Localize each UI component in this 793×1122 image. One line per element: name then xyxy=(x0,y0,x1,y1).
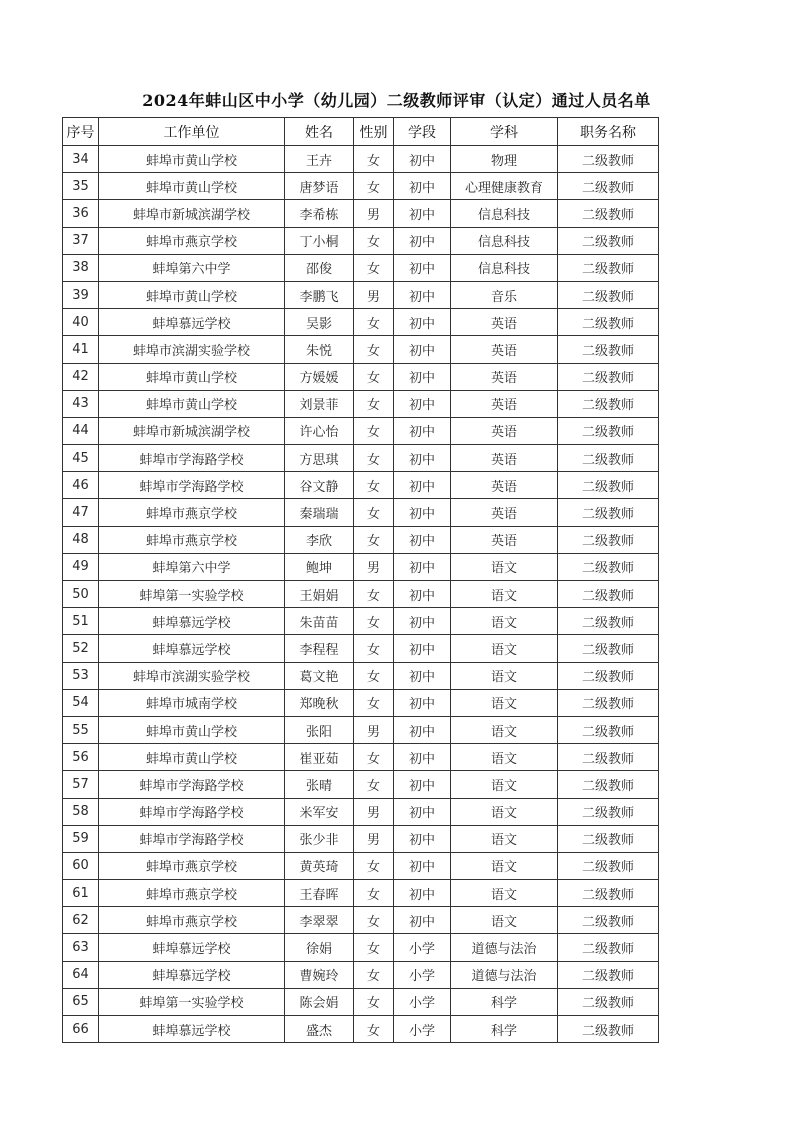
cell-stage: 初中 xyxy=(394,254,451,281)
cell-name: 张晴 xyxy=(285,771,354,798)
table-row xyxy=(63,825,659,852)
cell-subject: 语文 xyxy=(451,825,558,852)
cell-unit: 蚌埠市学海路学校 xyxy=(99,445,285,472)
cell-name: 刘景菲 xyxy=(285,390,354,417)
cell-unit: 蚌埠市学海路学校 xyxy=(99,771,285,798)
cell-position: 二级教师 xyxy=(558,363,659,390)
cell-serial: 57 xyxy=(63,771,99,798)
cell-serial: 44 xyxy=(63,417,99,444)
cell-unit: 蚌埠市燕京学校 xyxy=(99,880,285,907)
cell-gender: 女 xyxy=(354,1016,394,1043)
cell-name: 丁小桐 xyxy=(285,227,354,254)
table-row xyxy=(63,526,659,553)
cell-name: 邵俊 xyxy=(285,254,354,281)
table-row xyxy=(63,961,659,988)
cell-stage: 初中 xyxy=(394,907,451,934)
header-gender: 性别 xyxy=(354,118,394,146)
cell-subject: 语文 xyxy=(451,880,558,907)
cell-stage: 初中 xyxy=(394,581,451,608)
cell-unit: 蚌埠市燕京学校 xyxy=(99,526,285,553)
cell-name: 鲍坤 xyxy=(285,553,354,580)
cell-unit: 蚌埠第六中学 xyxy=(99,553,285,580)
cell-gender: 男 xyxy=(354,825,394,852)
cell-gender: 女 xyxy=(354,472,394,499)
cell-serial: 45 xyxy=(63,445,99,472)
cell-position: 二级教师 xyxy=(558,581,659,608)
cell-position: 二级教师 xyxy=(558,771,659,798)
cell-serial: 59 xyxy=(63,825,99,852)
cell-serial: 49 xyxy=(63,553,99,580)
cell-gender: 女 xyxy=(354,173,394,200)
cell-position: 二级教师 xyxy=(558,662,659,689)
cell-unit: 蚌埠第一实验学校 xyxy=(99,581,285,608)
cell-position: 二级教师 xyxy=(558,417,659,444)
cell-name: 朱苗苗 xyxy=(285,608,354,635)
table-row xyxy=(63,227,659,254)
cell-stage: 初中 xyxy=(394,445,451,472)
cell-serial: 62 xyxy=(63,907,99,934)
cell-serial: 66 xyxy=(63,1016,99,1043)
cell-subject: 英语 xyxy=(451,526,558,553)
cell-serial: 36 xyxy=(63,200,99,227)
cell-unit: 蚌埠市学海路学校 xyxy=(99,825,285,852)
cell-gender: 女 xyxy=(354,581,394,608)
cell-name: 米军安 xyxy=(285,798,354,825)
cell-unit: 蚌埠慕远学校 xyxy=(99,635,285,662)
cell-name: 许心怡 xyxy=(285,417,354,444)
cell-subject: 英语 xyxy=(451,336,558,363)
cell-stage: 初中 xyxy=(394,716,451,743)
cell-subject: 语文 xyxy=(451,907,558,934)
cell-name: 李鹏飞 xyxy=(285,281,354,308)
cell-subject: 心理健康教育 xyxy=(451,173,558,200)
page-title: 2024年蚌山区中小学（幼儿园）二级教师评审（认定）通过人员名单 xyxy=(142,91,651,110)
table-row xyxy=(63,553,659,580)
cell-stage: 初中 xyxy=(394,363,451,390)
cell-unit: 蚌埠第六中学 xyxy=(99,254,285,281)
cell-gender: 女 xyxy=(354,445,394,472)
cell-stage: 初中 xyxy=(394,553,451,580)
table-row xyxy=(63,662,659,689)
cell-stage: 初中 xyxy=(394,200,451,227)
cell-position: 二级教师 xyxy=(558,961,659,988)
cell-stage: 初中 xyxy=(394,662,451,689)
cell-subject: 道德与法治 xyxy=(451,934,558,961)
table-row xyxy=(63,499,659,526)
cell-unit: 蚌埠市黄山学校 xyxy=(99,390,285,417)
cell-unit: 蚌埠市城南学校 xyxy=(99,689,285,716)
cell-position: 二级教师 xyxy=(558,254,659,281)
cell-serial: 47 xyxy=(63,499,99,526)
cell-stage: 初中 xyxy=(394,852,451,879)
cell-unit: 蚌埠市黄山学校 xyxy=(99,146,285,173)
cell-name: 崔亚茹 xyxy=(285,744,354,771)
cell-name: 李欣 xyxy=(285,526,354,553)
cell-subject: 语文 xyxy=(451,689,558,716)
cell-subject: 语文 xyxy=(451,716,558,743)
cell-unit: 蚌埠市黄山学校 xyxy=(99,744,285,771)
cell-name: 李希栋 xyxy=(285,200,354,227)
cell-name: 盛杰 xyxy=(285,1016,354,1043)
cell-unit: 蚌埠慕远学校 xyxy=(99,961,285,988)
cell-unit: 蚌埠市新城滨湖学校 xyxy=(99,200,285,227)
header-row xyxy=(63,118,659,146)
cell-gender: 女 xyxy=(354,744,394,771)
cell-subject: 信息科技 xyxy=(451,200,558,227)
cell-subject: 道德与法治 xyxy=(451,961,558,988)
cell-gender: 女 xyxy=(354,907,394,934)
table-row xyxy=(63,146,659,173)
cell-stage: 初中 xyxy=(394,336,451,363)
cell-gender: 女 xyxy=(354,662,394,689)
cell-unit: 蚌埠市黄山学校 xyxy=(99,173,285,200)
table-row xyxy=(63,689,659,716)
cell-name: 张少非 xyxy=(285,825,354,852)
cell-unit: 蚌埠市学海路学校 xyxy=(99,798,285,825)
cell-unit: 蚌埠市滨湖实验学校 xyxy=(99,662,285,689)
cell-gender: 女 xyxy=(354,227,394,254)
cell-subject: 音乐 xyxy=(451,281,558,308)
cell-name: 曹婉玲 xyxy=(285,961,354,988)
cell-serial: 61 xyxy=(63,880,99,907)
cell-name: 谷文静 xyxy=(285,472,354,499)
cell-position: 二级教师 xyxy=(558,281,659,308)
cell-position: 二级教师 xyxy=(558,146,659,173)
cell-gender: 男 xyxy=(354,553,394,580)
cell-position: 二级教师 xyxy=(558,880,659,907)
header-unit: 工作单位 xyxy=(99,118,285,146)
cell-serial: 53 xyxy=(63,662,99,689)
cell-serial: 46 xyxy=(63,472,99,499)
cell-serial: 34 xyxy=(63,146,99,173)
cell-unit: 蚌埠市燕京学校 xyxy=(99,907,285,934)
cell-subject: 语文 xyxy=(451,553,558,580)
cell-stage: 小学 xyxy=(394,961,451,988)
cell-unit: 蚌埠市黄山学校 xyxy=(99,716,285,743)
cell-unit: 蚌埠市学海路学校 xyxy=(99,472,285,499)
cell-stage: 初中 xyxy=(394,825,451,852)
cell-subject: 英语 xyxy=(451,390,558,417)
table-row xyxy=(63,173,659,200)
header-stage: 学段 xyxy=(394,118,451,146)
cell-unit: 蚌埠市新城滨湖学校 xyxy=(99,417,285,444)
table-row xyxy=(63,934,659,961)
cell-subject: 英语 xyxy=(451,472,558,499)
cell-subject: 科学 xyxy=(451,1016,558,1043)
cell-subject: 语文 xyxy=(451,581,558,608)
cell-gender: 男 xyxy=(354,716,394,743)
cell-stage: 初中 xyxy=(394,309,451,336)
header-serial: 序号 xyxy=(63,118,99,146)
cell-unit: 蚌埠市黄山学校 xyxy=(99,281,285,308)
cell-stage: 初中 xyxy=(394,472,451,499)
cell-unit: 蚌埠慕远学校 xyxy=(99,608,285,635)
cell-position: 二级教师 xyxy=(558,445,659,472)
cell-position: 二级教师 xyxy=(558,553,659,580)
cell-gender: 女 xyxy=(354,336,394,363)
cell-serial: 43 xyxy=(63,390,99,417)
cell-gender: 女 xyxy=(354,309,394,336)
cell-position: 二级教师 xyxy=(558,1016,659,1043)
cell-gender: 女 xyxy=(354,146,394,173)
cell-serial: 35 xyxy=(63,173,99,200)
cell-name: 葛文艳 xyxy=(285,662,354,689)
table-row xyxy=(63,472,659,499)
cell-gender: 女 xyxy=(354,526,394,553)
cell-subject: 英语 xyxy=(451,309,558,336)
cell-serial: 58 xyxy=(63,798,99,825)
table-row xyxy=(63,254,659,281)
cell-subject: 信息科技 xyxy=(451,227,558,254)
cell-unit: 蚌埠市燕京学校 xyxy=(99,852,285,879)
table-row xyxy=(63,852,659,879)
cell-name: 张阳 xyxy=(285,716,354,743)
cell-stage: 小学 xyxy=(394,934,451,961)
cell-gender: 男 xyxy=(354,798,394,825)
table-row xyxy=(63,336,659,363)
cell-stage: 初中 xyxy=(394,771,451,798)
table-row xyxy=(63,635,659,662)
cell-position: 二级教师 xyxy=(558,526,659,553)
cell-subject: 语文 xyxy=(451,771,558,798)
cell-name: 王娟娟 xyxy=(285,581,354,608)
cell-name: 方媛媛 xyxy=(285,363,354,390)
cell-subject: 语文 xyxy=(451,662,558,689)
header-name: 姓名 xyxy=(285,118,354,146)
cell-subject: 英语 xyxy=(451,445,558,472)
cell-subject: 语文 xyxy=(451,852,558,879)
cell-subject: 英语 xyxy=(451,417,558,444)
table-row xyxy=(63,309,659,336)
cell-name: 陈会娟 xyxy=(285,988,354,1015)
cell-unit: 蚌埠慕远学校 xyxy=(99,309,285,336)
cell-serial: 37 xyxy=(63,227,99,254)
cell-position: 二级教师 xyxy=(558,825,659,852)
cell-stage: 初中 xyxy=(394,689,451,716)
cell-stage: 初中 xyxy=(394,281,451,308)
cell-unit: 蚌埠慕远学校 xyxy=(99,1016,285,1043)
cell-stage: 初中 xyxy=(394,880,451,907)
table-row xyxy=(63,581,659,608)
cell-name: 黄英琦 xyxy=(285,852,354,879)
cell-serial: 63 xyxy=(63,934,99,961)
table-row xyxy=(63,716,659,743)
cell-gender: 女 xyxy=(354,934,394,961)
table-row xyxy=(63,798,659,825)
cell-gender: 女 xyxy=(354,608,394,635)
table-row xyxy=(63,744,659,771)
cell-gender: 女 xyxy=(354,880,394,907)
cell-subject: 信息科技 xyxy=(451,254,558,281)
cell-unit: 蚌埠市滨湖实验学校 xyxy=(99,336,285,363)
cell-unit: 蚌埠市燕京学校 xyxy=(99,499,285,526)
cell-gender: 女 xyxy=(354,961,394,988)
table-row xyxy=(63,200,659,227)
cell-name: 李翠翠 xyxy=(285,907,354,934)
header-position: 职务名称 xyxy=(558,118,659,146)
header-subject: 学科 xyxy=(451,118,558,146)
cell-position: 二级教师 xyxy=(558,716,659,743)
cell-serial: 60 xyxy=(63,852,99,879)
cell-gender: 女 xyxy=(354,988,394,1015)
table-body xyxy=(63,146,659,1043)
cell-position: 二级教师 xyxy=(558,934,659,961)
cell-name: 王卉 xyxy=(285,146,354,173)
cell-name: 方思琪 xyxy=(285,445,354,472)
cell-gender: 女 xyxy=(354,390,394,417)
cell-gender: 女 xyxy=(354,499,394,526)
cell-name: 朱悦 xyxy=(285,336,354,363)
cell-stage: 初中 xyxy=(394,744,451,771)
cell-name: 郑晚秋 xyxy=(285,689,354,716)
cell-stage: 小学 xyxy=(394,988,451,1015)
cell-unit: 蚌埠市燕京学校 xyxy=(99,227,285,254)
cell-serial: 50 xyxy=(63,581,99,608)
cell-serial: 56 xyxy=(63,744,99,771)
cell-unit: 蚌埠第一实验学校 xyxy=(99,988,285,1015)
cell-position: 二级教师 xyxy=(558,173,659,200)
cell-serial: 64 xyxy=(63,961,99,988)
cell-position: 二级教师 xyxy=(558,499,659,526)
table-row xyxy=(63,390,659,417)
table-row xyxy=(63,445,659,472)
cell-position: 二级教师 xyxy=(558,852,659,879)
cell-serial: 39 xyxy=(63,281,99,308)
cell-position: 二级教师 xyxy=(558,200,659,227)
cell-subject: 语文 xyxy=(451,798,558,825)
cell-stage: 初中 xyxy=(394,635,451,662)
cell-serial: 38 xyxy=(63,254,99,281)
cell-gender: 女 xyxy=(354,689,394,716)
roster-table xyxy=(62,117,659,1043)
cell-subject: 英语 xyxy=(451,499,558,526)
cell-gender: 女 xyxy=(354,254,394,281)
cell-position: 二级教师 xyxy=(558,744,659,771)
cell-serial: 55 xyxy=(63,716,99,743)
cell-serial: 65 xyxy=(63,988,99,1015)
cell-stage: 初中 xyxy=(394,417,451,444)
cell-gender: 男 xyxy=(354,200,394,227)
cell-name: 李程程 xyxy=(285,635,354,662)
cell-position: 二级教师 xyxy=(558,472,659,499)
cell-stage: 初中 xyxy=(394,499,451,526)
cell-serial: 48 xyxy=(63,526,99,553)
cell-serial: 54 xyxy=(63,689,99,716)
cell-position: 二级教师 xyxy=(558,309,659,336)
cell-gender: 女 xyxy=(354,771,394,798)
cell-position: 二级教师 xyxy=(558,689,659,716)
table-row xyxy=(63,880,659,907)
cell-serial: 52 xyxy=(63,635,99,662)
cell-position: 二级教师 xyxy=(558,608,659,635)
cell-stage: 初中 xyxy=(394,173,451,200)
cell-subject: 语文 xyxy=(451,608,558,635)
cell-position: 二级教师 xyxy=(558,798,659,825)
cell-position: 二级教师 xyxy=(558,336,659,363)
cell-gender: 男 xyxy=(354,281,394,308)
cell-serial: 40 xyxy=(63,309,99,336)
cell-serial: 42 xyxy=(63,363,99,390)
cell-subject: 物理 xyxy=(451,146,558,173)
cell-gender: 女 xyxy=(354,417,394,444)
cell-stage: 初中 xyxy=(394,526,451,553)
cell-subject: 科学 xyxy=(451,988,558,1015)
cell-name: 秦瑞瑞 xyxy=(285,499,354,526)
cell-stage: 初中 xyxy=(394,608,451,635)
cell-gender: 女 xyxy=(354,635,394,662)
cell-serial: 41 xyxy=(63,336,99,363)
table-header xyxy=(63,118,659,146)
table-row xyxy=(63,907,659,934)
cell-subject: 语文 xyxy=(451,635,558,662)
cell-stage: 初中 xyxy=(394,798,451,825)
table-row xyxy=(63,608,659,635)
cell-stage: 小学 xyxy=(394,1016,451,1043)
cell-position: 二级教师 xyxy=(558,635,659,662)
table-row xyxy=(63,363,659,390)
cell-unit: 蚌埠慕远学校 xyxy=(99,934,285,961)
table-row xyxy=(63,281,659,308)
table-row xyxy=(63,771,659,798)
table-row xyxy=(63,1016,659,1043)
cell-name: 吴影 xyxy=(285,309,354,336)
cell-gender: 女 xyxy=(354,852,394,879)
cell-gender: 女 xyxy=(354,363,394,390)
cell-position: 二级教师 xyxy=(558,227,659,254)
cell-subject: 语文 xyxy=(451,744,558,771)
cell-subject: 英语 xyxy=(451,363,558,390)
cell-stage: 初中 xyxy=(394,146,451,173)
cell-stage: 初中 xyxy=(394,390,451,417)
cell-name: 唐梦语 xyxy=(285,173,354,200)
cell-stage: 初中 xyxy=(394,227,451,254)
cell-position: 二级教师 xyxy=(558,907,659,934)
cell-serial: 51 xyxy=(63,608,99,635)
cell-position: 二级教师 xyxy=(558,390,659,417)
cell-name: 王春晖 xyxy=(285,880,354,907)
cell-position: 二级教师 xyxy=(558,988,659,1015)
table-row xyxy=(63,417,659,444)
cell-unit: 蚌埠市黄山学校 xyxy=(99,363,285,390)
table-row xyxy=(63,988,659,1015)
cell-name: 徐娟 xyxy=(285,934,354,961)
